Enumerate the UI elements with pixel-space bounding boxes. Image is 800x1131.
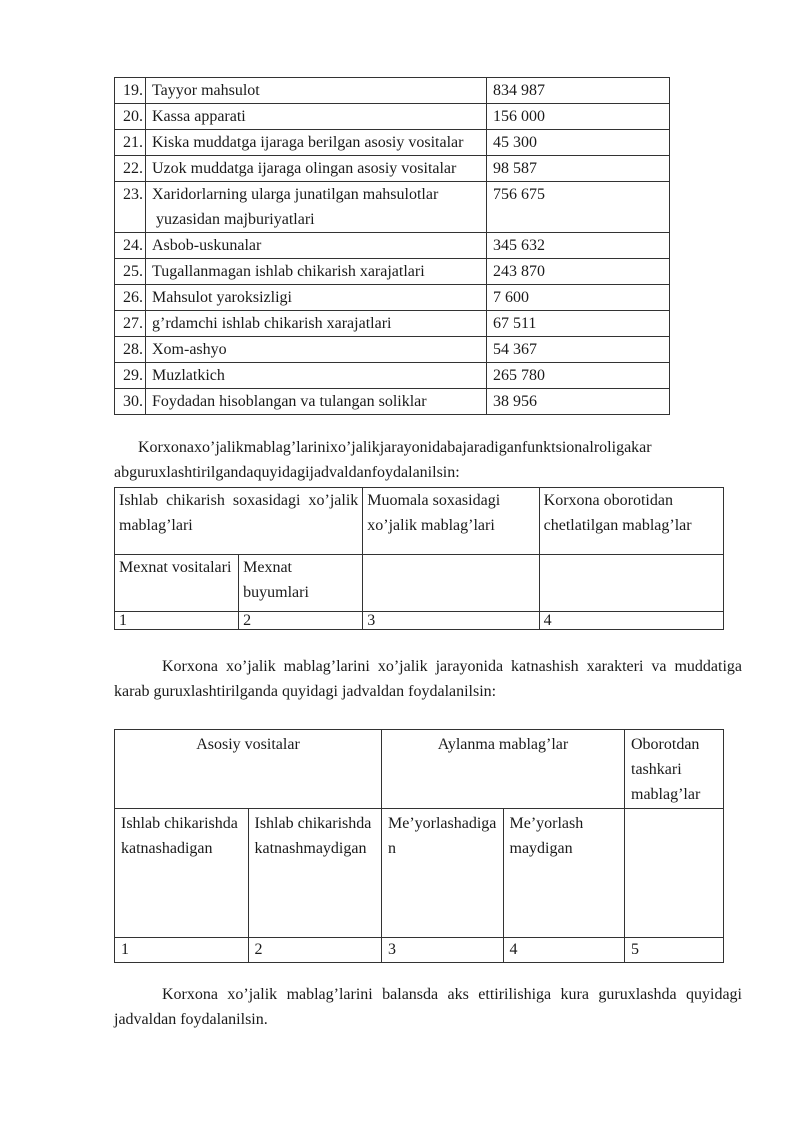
row-value: 345 632: [487, 233, 670, 259]
table-row: [115, 285, 670, 311]
table-row: [115, 389, 670, 415]
row-value: 834 987: [487, 78, 670, 104]
empty-cell: [625, 809, 724, 938]
column-number: 5: [625, 938, 724, 963]
row-number: 26.: [115, 285, 146, 311]
row-value: 98 587: [487, 156, 670, 182]
row-number: 29.: [115, 363, 146, 389]
header-cell: Asosiy vositalar: [115, 730, 382, 809]
subheader-cell: Me’yorlashadigan: [382, 809, 504, 938]
table-row: [115, 311, 670, 337]
header-cell: Korxona oborotidan chetlatilgan mablag’lar: [539, 488, 723, 555]
row-name: Asbob-uskunalar: [146, 233, 487, 259]
row-name: Tayyor mahsulot: [146, 78, 487, 104]
row-number: 25.: [115, 259, 146, 285]
row-name: Kiska muddatga ijaraga berilgan asosiy vositalar: [146, 130, 487, 156]
row-number: 28.: [115, 337, 146, 363]
table-row: [115, 259, 670, 285]
table-row: [115, 78, 670, 104]
table-row: [115, 337, 670, 363]
items-table: [114, 77, 670, 415]
paragraph-intro-functional: [114, 435, 742, 485]
table-row: [115, 233, 670, 259]
row-number: 24.: [115, 233, 146, 259]
row-name-line2: yuzasidan majburiyatlari: [156, 211, 315, 228]
row-name: Tugallanmagan ishlab chikarish xarajatlari: [146, 259, 487, 285]
row-value: 67 511: [487, 311, 670, 337]
subheader-cell: Me’yorlash maydigan: [503, 809, 625, 938]
paragraph-intro-balance: Korxona xo’jalik mablag’larini balansda aks ettirilishiga kura guruxlashda quyidagi jadvaldan foydalanilsin.: [114, 986, 742, 1028]
row-number: 21.: [115, 130, 146, 156]
participation-grouping-table: [114, 729, 724, 963]
table-row: [115, 182, 670, 233]
row-name: Kassa apparati: [146, 104, 487, 130]
paragraph-line: abguruxlashtirilgandaquyidagijadvaldanfoydalanilsin:: [114, 464, 460, 481]
row-name: [146, 182, 487, 233]
table-row: [115, 130, 670, 156]
column-number: 4: [503, 938, 625, 963]
row-name-line1: Xaridorlarning ularga junatilgan mahsulotlar: [152, 186, 439, 203]
row-number: 20.: [115, 104, 146, 130]
table-row: [115, 156, 670, 182]
row-value: 54 367: [487, 337, 670, 363]
row-number: 19.: [115, 78, 146, 104]
column-number: 1: [115, 938, 249, 963]
table-header-row: [115, 488, 724, 555]
column-number: 2: [248, 938, 382, 963]
row-value: 243 870: [487, 259, 670, 285]
functional-grouping-table: [114, 487, 724, 630]
row-value: 156 000: [487, 104, 670, 130]
subheader-cell: Mexnat buyumlari: [239, 555, 363, 612]
row-value: 265 780: [487, 363, 670, 389]
row-name: Foydadan hisoblangan va tulangan soliklar: [146, 389, 487, 415]
row-name: g’rdamchi ishlab chikarish xarajatlari: [146, 311, 487, 337]
column-number: 3: [363, 612, 539, 630]
row-value: 7 600: [487, 285, 670, 311]
paragraph-line: Korxonaxo’jalikmablag’larinixo’jalikjarayonidabajaradiganfunktsionalroligakar: [138, 439, 652, 456]
empty-cell: [539, 555, 723, 612]
row-value: 45 300: [487, 130, 670, 156]
subheader-cell: Ishlab chikarishda katnashadigan: [115, 809, 249, 938]
table-row: [115, 104, 670, 130]
column-number: 3: [382, 938, 504, 963]
row-name: Mahsulot yaroksizligi: [146, 285, 487, 311]
table-subheader-row: [115, 555, 724, 612]
row-number: 30.: [115, 389, 146, 415]
table-header-row: [115, 730, 724, 809]
header-cell: Aylanma mablag’lar: [382, 730, 625, 809]
column-number: 4: [539, 612, 723, 630]
header-cell: [115, 488, 363, 555]
row-value: 756 675: [487, 182, 670, 233]
column-number: 1: [115, 612, 239, 630]
table-number-row: [115, 612, 724, 630]
row-name: Muzlatkich: [146, 363, 487, 389]
row-name: Xom-ashyo: [146, 337, 487, 363]
empty-cell: [363, 555, 539, 612]
header-cell: Muomala soxasidagi xo’jalik mablag’lari: [363, 488, 539, 555]
row-number: 22.: [115, 156, 146, 182]
subheader-cell: Ishlab chikarishda katnashmaydigan: [248, 809, 382, 938]
column-number: 2: [239, 612, 363, 630]
table-subheader-row: [115, 809, 724, 938]
row-number: 27.: [115, 311, 146, 337]
row-name: Uzok muddatga ijaraga olingan asosiy vositalar: [146, 156, 487, 182]
paragraph-intro-participation: Korxona xo’jalik mablag’larini xo’jalik jarayonida katnashish xarakteri va muddatiga karab guruxlashtirilganda quyidagi jadvaldan foydalanilsin:: [114, 658, 742, 700]
row-number: 23.: [115, 182, 146, 233]
header-cell-text: Ishlab chikarish soxasidagi xo’jalik mablag’lari: [119, 492, 359, 534]
subheader-cell: Mexnat vositalari: [115, 555, 239, 612]
table-number-row: [115, 938, 724, 963]
row-value: 38 956: [487, 389, 670, 415]
table-row: [115, 363, 670, 389]
header-cell: Oborotdan tashkari mablag’lar: [625, 730, 724, 809]
